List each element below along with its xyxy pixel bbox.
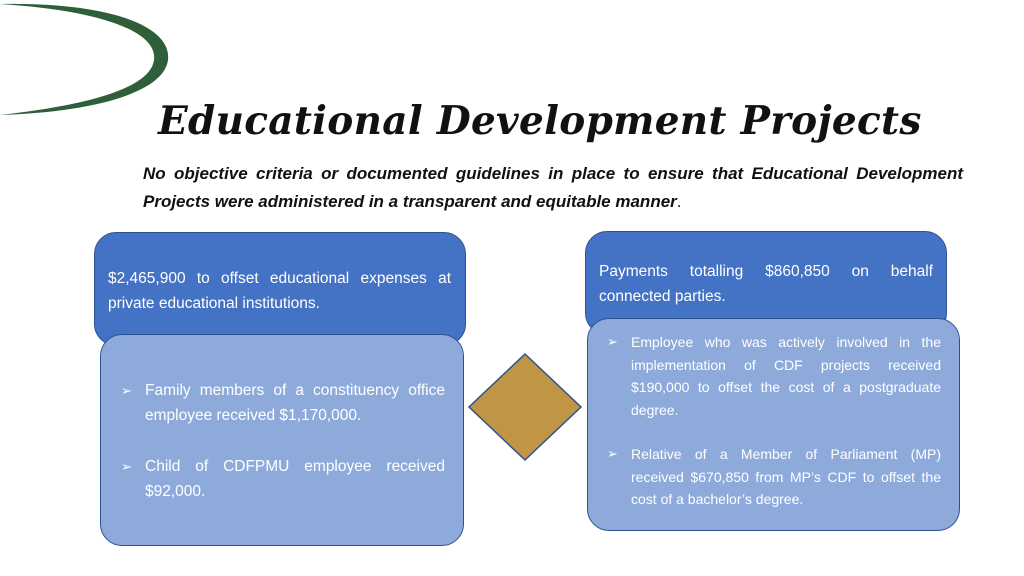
- list-item-text: Child of CDFPMU employee received $92,000.: [145, 458, 445, 500]
- list-item-text: Employee who was actively involved in the implementation of CDF projects received $190,000 to offset the cost of a postgraduate degree.: [631, 334, 941, 418]
- list-item-text: Relative of a Member of Parliament (MP) received $670,850 from MP’s CDF to offset the cost of a bachelor’s degree.: [631, 446, 941, 507]
- left-top-box-text: $2,465,900 to offset educational expenses at private educational institutions.: [108, 270, 451, 312]
- list-item: [121, 378, 445, 428]
- list-item-text: Family members of a constituency office employee received $1,170,000.: [145, 382, 445, 424]
- list-item: [607, 331, 941, 421]
- left-top-box: [94, 232, 466, 346]
- logo-arc-icon: [0, 0, 180, 125]
- bullet-arrow-icon: ➢: [607, 446, 618, 461]
- list-item: [121, 454, 445, 504]
- right-bottom-box: [587, 318, 960, 531]
- right-top-box-text: Payments totalling $860,850 on behalf connected parties.: [599, 263, 933, 305]
- bullet-arrow-icon: ➢: [121, 459, 132, 474]
- page-title: Educational Development Projects: [158, 98, 922, 144]
- left-bottom-box: [100, 334, 464, 546]
- right-bullet-list: [607, 331, 941, 511]
- subtitle-text: No objective criteria or documented guidelines in place to ensure that Educational Development Projects were administered in a transparent and equitable manner: [143, 164, 963, 211]
- subtitle-period: .: [676, 192, 682, 211]
- page-subtitle: [143, 160, 963, 216]
- left-bullet-list: [121, 378, 445, 504]
- bullet-arrow-icon: ➢: [607, 334, 618, 349]
- bullet-arrow-icon: ➢: [121, 383, 132, 398]
- diamond-shape: [467, 352, 583, 462]
- list-item: [607, 443, 941, 511]
